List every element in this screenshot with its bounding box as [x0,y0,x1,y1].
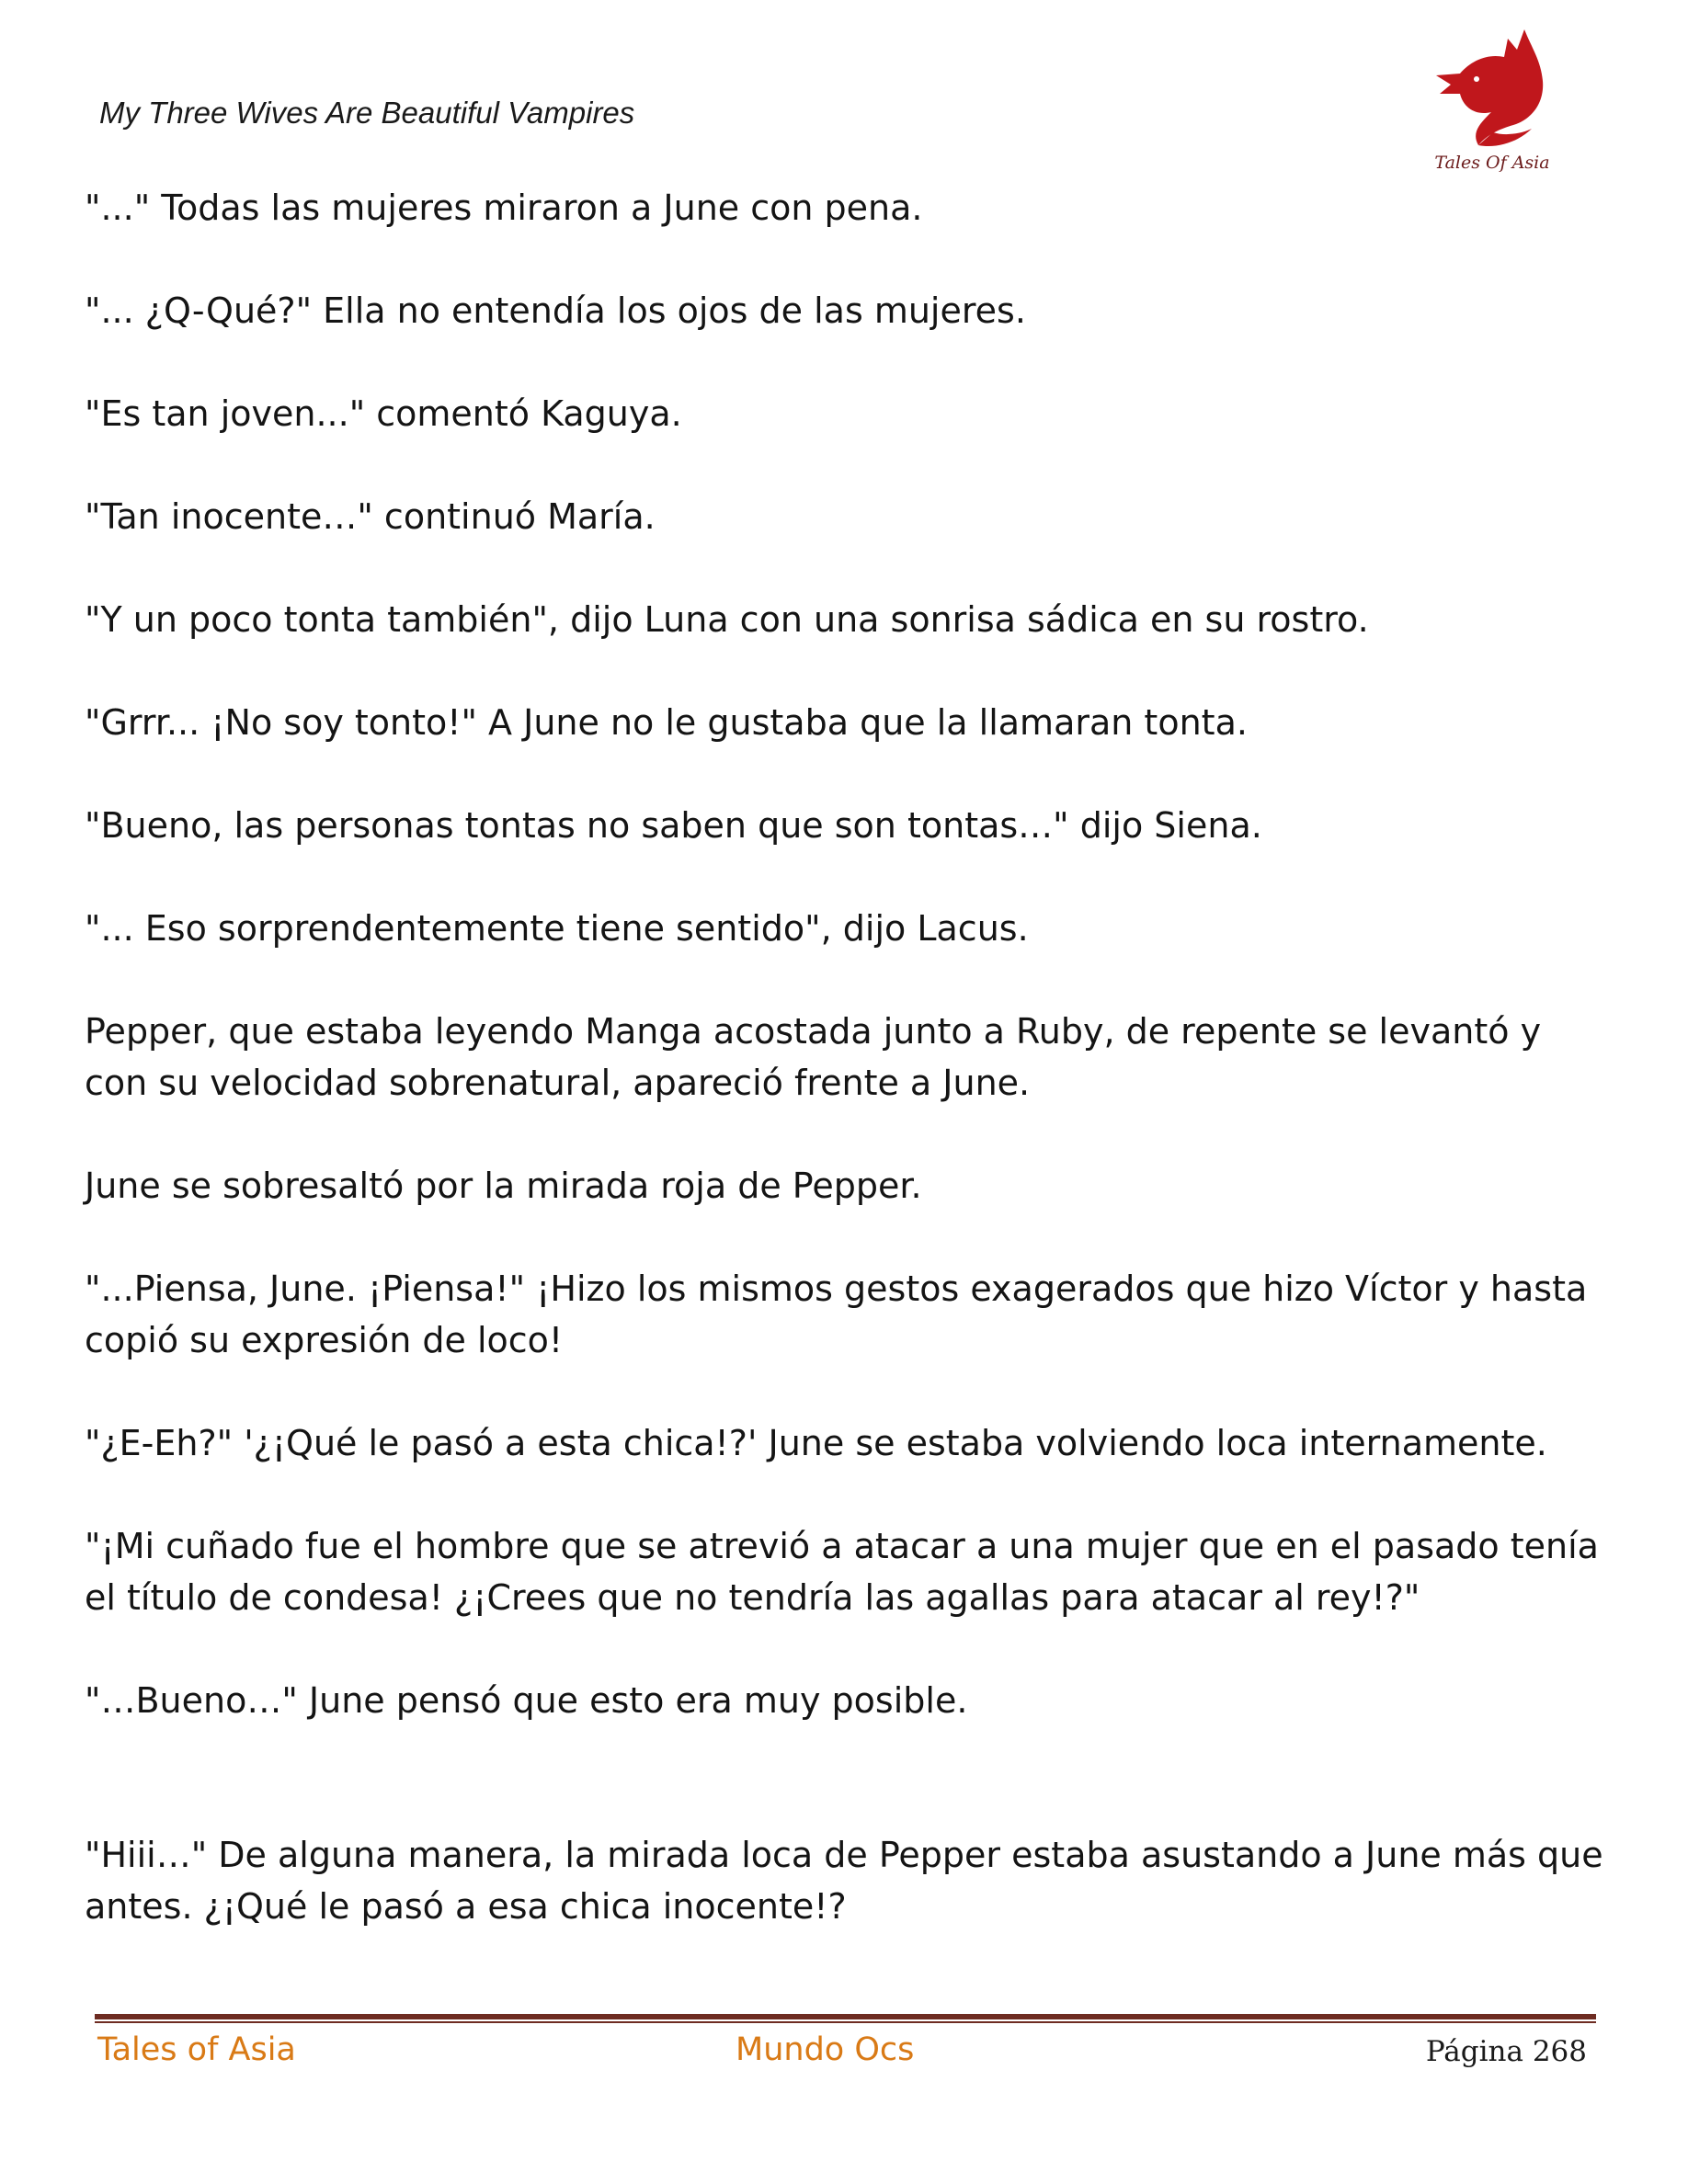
tales-of-asia-logo [1423,20,1561,181]
footer-section-name: Mundo Ocs [736,2031,915,2068]
paragraph: "Es tan joven..." comentó Kaguya. [85,393,682,434]
paragraph: "... Eso sorprendentemente tiene sentido", dijo Lacus. [85,908,1029,949]
paragraph: "Y un poco tonta también", dijo Luna con una sonrisa sádica en su rostro. [85,599,1369,640]
paragraph: "¿E-Eh?" '¿¡Qué le pasó a esta chica!?' June se estaba volviendo loca internamente. [85,1423,1547,1463]
logo-caption: Tales Of Asia [1434,153,1550,173]
paragraph: "…Bueno…" June pensó que esto era muy posible. [85,1680,968,1721]
document-header-title: My Three Wives Are Beautiful Vampires [99,96,635,130]
paragraph: "...Piensa, June. ¡Piensa!" ¡Hizo los mismos gestos exagerados que hizo Víctor y hasta copió su expresión de loco! [85,1268,1588,1360]
footer-divider-thin [95,2021,1596,2023]
paragraph: Pepper, que estaba leyendo Manga acostada junto a Ruby, de repente se levantó y con su velocidad sobrenatural, apareció frente a June. [85,1011,1542,1103]
paragraph: "..." Todas las mujeres miraron a June con pena. [85,188,923,228]
paragraph: "Hiii…" De alguna manera, la mirada loca de Pepper estaba asustando a June más que antes. ¿¡Qué le pasó a esa chica inocente!? [85,1835,1603,1927]
footer-divider [95,2014,1596,2019]
dragon-icon [1423,20,1561,158]
paragraph: "Grrr... ¡No soy tonto!" A June no le gustaba que la llamaran tonta. [85,702,1248,743]
paragraph: "Bueno, las personas tontas no saben que son tontas…" dijo Siena. [85,805,1262,846]
chapter-body [85,182,1611,1984]
footer-site-name: Tales of Asia [97,2031,296,2068]
paragraph: "Tan inocente…" continuó María. [85,496,656,537]
paragraph: "¡Mi cuñado fue el hombre que se atrevió a atacar a una mujer que en el pasado tenía el título de condesa! ¿¡Crees que no tendría las agallas para atacar al rey!?" [85,1526,1599,1618]
paragraph: June se sobresaltó por la mirada roja de Pepper. [85,1166,922,1206]
paragraph: "... ¿Q-Qué?" Ella no entendía los ojos de las mujeres. [85,290,1026,331]
page-number: Página 268 [1425,2035,1587,2068]
